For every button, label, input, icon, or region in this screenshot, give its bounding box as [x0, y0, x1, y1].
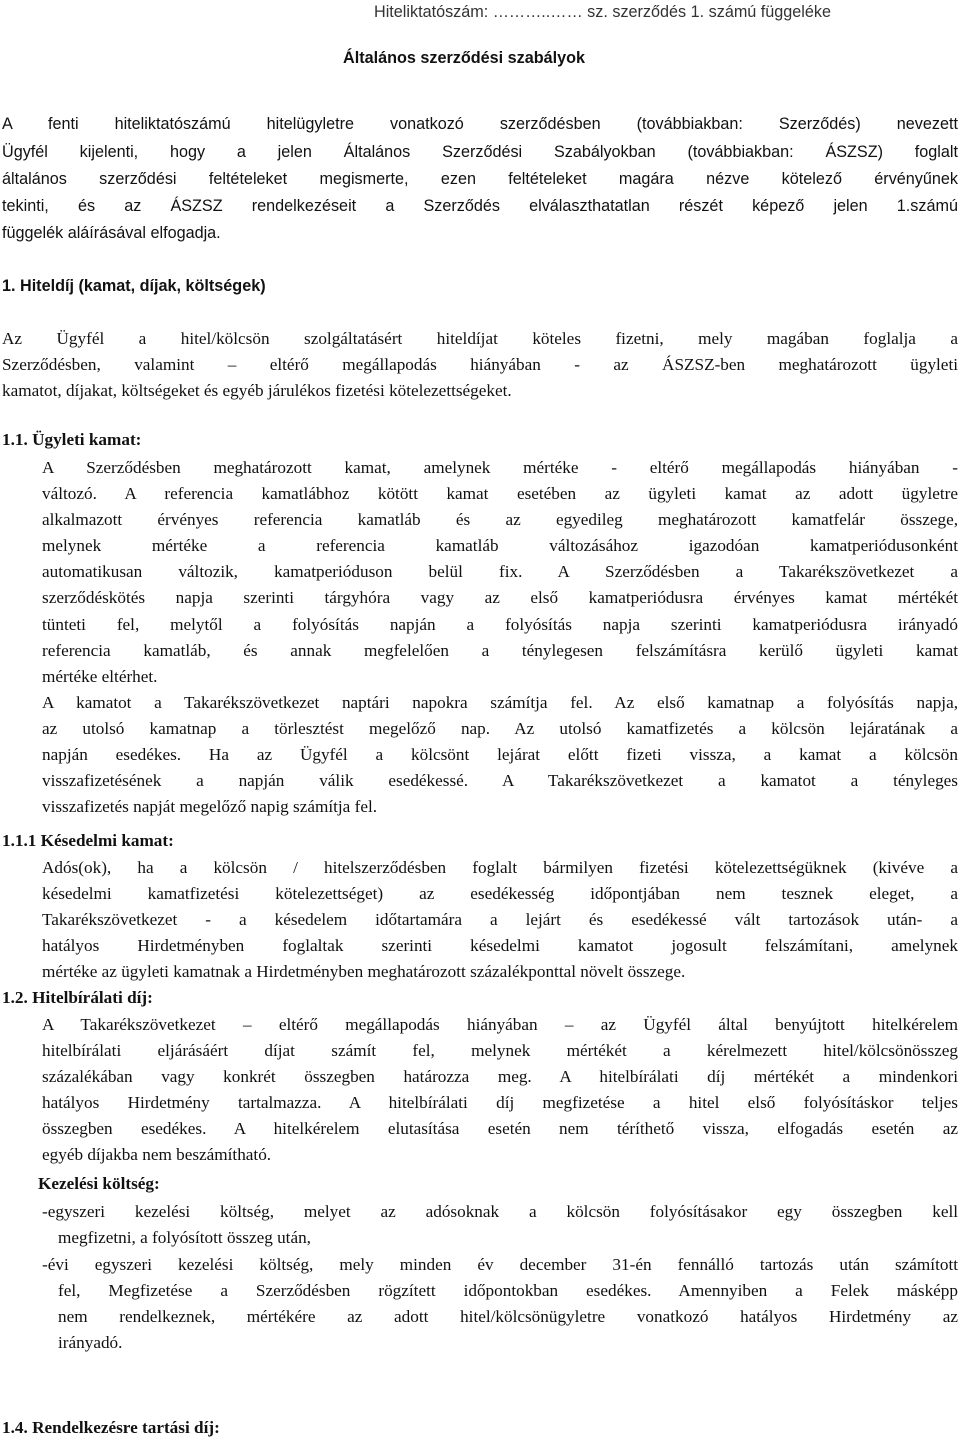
- intro-line: tekinti, és az ÁSZSZ rendelkezéseit a Szerződés elválaszthatatlan részét képező jelen 1.számú: [2, 197, 958, 215]
- paragraph-line: A Szerződésben meghatározott kamat, amelynek mértéke - eltérő megállapodás hiányában -: [42, 458, 958, 477]
- document-title: Általános szerződési szabályok: [343, 49, 586, 67]
- paragraph-line: referencia kamatláb, és annak megfelelően a ténylegesen felszámításra kerülő ügyleti kamat: [42, 640, 958, 660]
- paragraph-line: Takarékszövetkezet - a késedelem időtartamára a lejárt és esedékessé vált tartozások után- a: [42, 910, 958, 930]
- paragraph-line: Szerződésben, valamint – eltérő megállapodás hiányában - az ÁSZSZ-ben meghatározott ügyleti: [2, 355, 958, 375]
- paragraph-line: az utolsó kamatnap a törlesztést megelőző nap. Az utolsó kamatfizetés a kölcsön lejáratának a: [42, 718, 958, 738]
- paragraph-line: mértéke az ügyleti kamatnak a Hirdetményben meghatározott százalékponttal növelt összege.: [42, 962, 686, 982]
- paragraph-line: A Takarékszövetkezet – eltérő megállapodás hiányában – az Ügyfél által benyújtott hitelkérelem: [42, 1015, 958, 1034]
- section-body-ugyleti-kamat: [42, 455, 958, 820]
- paragraph-line: automatikusan változik, kamatperióduson belül fix. A Szerződésben a Takarékszövetkezet a: [42, 562, 958, 582]
- list-item-first-line: -évi egyszeri kezelési költség, mely minden év december 31-én fennálló tartozás után számított: [42, 1255, 958, 1274]
- paragraph-line: mértéke eltérhet.: [42, 666, 158, 686]
- section-body-kesedelmi-kamat: [42, 855, 958, 985]
- paragraph-line: Adós(ok), ha a kölcsön / hitelszerződésben foglalt bármilyen fizetési kötelezettségüknek (kivéve a: [42, 858, 958, 877]
- paragraph-line: visszafizetés napját megelőző napig számítja fel.: [42, 797, 378, 817]
- list-item-line: nem rendelkeznek, mértékére az adott hitel/kölcsönügyletre vonatkozó hatályos Hirdetmény az: [58, 1307, 958, 1327]
- list-item-line: megfizetni, a folyósított összeg után,: [58, 1228, 311, 1247]
- paragraph-line: tünteti fel, melytől a folyósítás napján a folyósítás napja szerinti kamatperiódusra irányadó: [42, 614, 958, 634]
- list-item: [42, 1252, 958, 1278]
- intro-line: általános szerződési feltételeket megismerte, ezen feltételeket magára nézve kötelező érvényűnek: [2, 170, 958, 188]
- section-heading-kesedelmi-kamat: 1.1.1 Késedelmi kamat:: [2, 831, 174, 850]
- paragraph-line: Az Ügyfél a hitel/kölcsön szolgáltatásért hiteldíjat köteles fizetni, mely magában foglalja a: [2, 329, 958, 348]
- section-heading-rendelkezesre-tartasi-dij: 1.4. Rendelkezésre tartási díj:: [2, 1418, 220, 1437]
- paragraph-line: hatályos Hirdetményben foglaltak szerinti késedelmi kamatot jogosult felszámítani, amelynek: [42, 936, 958, 956]
- list-item-line: irányadó.: [58, 1333, 123, 1353]
- section-heading-hitelbiralati-dij: 1.2. Hitelbírálati díj:: [2, 988, 153, 1007]
- paragraph-line: napján esedékes. Ha az Ügyfél a kölcsönt lejárat előtt fizeti vissza, a kamat a kölcsön: [42, 745, 958, 765]
- paragraph-line: változó. A referencia kamatlábhoz kötött kamat esetében az ügyleti kamat az adott ügyletre: [42, 484, 958, 504]
- paragraph-line: hitelbírálati eljárásáért díjat számít fel, melynek mértékét a kérelmezett hitel/kölcsönösszeg: [42, 1041, 958, 1061]
- intro-line: A fenti hiteliktatószámú hitelügyletre vonatkozó szerződésben (továbbiakban: Szerződés) nevezett: [2, 115, 958, 133]
- intro-line: Ügyfél kijelenti, hogy a jelen Általános Szerződési Szabályokban (továbbiakban: ÁSZSZ) foglalt: [2, 143, 958, 161]
- paragraph-line: melynek mértéke a referencia kamatláb változásához igazodóan kamatperiódusonként: [42, 536, 958, 556]
- section-heading-hiteldij: 1. Hiteldíj (kamat, díjak, költségek): [2, 277, 266, 295]
- paragraph-line: alkalmazott érvényes referencia kamatláb és az egyedileg meghatározott kamatfelár összege,: [42, 510, 958, 530]
- paragraph-line: szerződéskötés napja szerinti tárgyhóra vagy az első kamatperiódusra érvényes kamat mértékét: [42, 588, 958, 608]
- paragraph-line: visszafizetésének a napján válik esedékessé. A Takarékszövetkezet a kamatot a tényleges: [42, 771, 958, 791]
- intro-line: függelék aláírásával elfogadja.: [2, 224, 221, 242]
- section-heading-ugyleti-kamat: 1.1. Ügyleti kamat:: [2, 430, 142, 449]
- list-item-continuation: [58, 1278, 958, 1356]
- list-item-continuation: [58, 1225, 958, 1251]
- list-item-first-line: -egyszeri kezelési költség, melyet az adósoknak a kölcsön folyósításakor egy összegben kell: [42, 1202, 958, 1221]
- paragraph-line: kamatot, díjakat, költségeket és egyéb járulékos fizetési kötelezettségeket.: [2, 381, 512, 401]
- paragraph-line: egyéb díjakba nem beszámítható.: [42, 1145, 272, 1165]
- paragraph-line: százalékában vagy konkrét összegben határozza meg. A hitelbírálati díj mértékét a mindenkori: [42, 1067, 958, 1087]
- list-item: [42, 1199, 958, 1225]
- section-body-hitelbiralati-dij: [42, 1012, 958, 1169]
- list-item-line: fel, Megfizetése a Szerződésben rögzített időpontokban esedékes. Amennyiben a Felek másképp: [58, 1281, 958, 1300]
- paragraph-line: késedelmi kamatfizetési kötelezettséget) az esedékesség időpontjában nem tesznek eleget, a: [42, 884, 958, 904]
- section-body-hiteldij: [2, 326, 958, 404]
- paragraph-line: összegben esedékes. A hitelkérelem elutasítása esetén nem téríthető vissza, elfogadás esetén az: [42, 1119, 958, 1139]
- document-header: Hiteliktatószám: ………..…… sz. szerződés 1. számú függeléke: [374, 3, 832, 21]
- paragraph-line: A kamatot a Takarékszövetkezet naptári napokra számítja fel. Az első kamatnap a folyósítás napja,: [42, 692, 958, 712]
- paragraph-line: hatályos Hirdetmény tartalmazza. A hitelbírálati díj megfizetése a hitel első folyósításkor teljes: [42, 1093, 958, 1113]
- section-heading-kezelesi-koltseg: Kezelési költség:: [38, 1174, 160, 1193]
